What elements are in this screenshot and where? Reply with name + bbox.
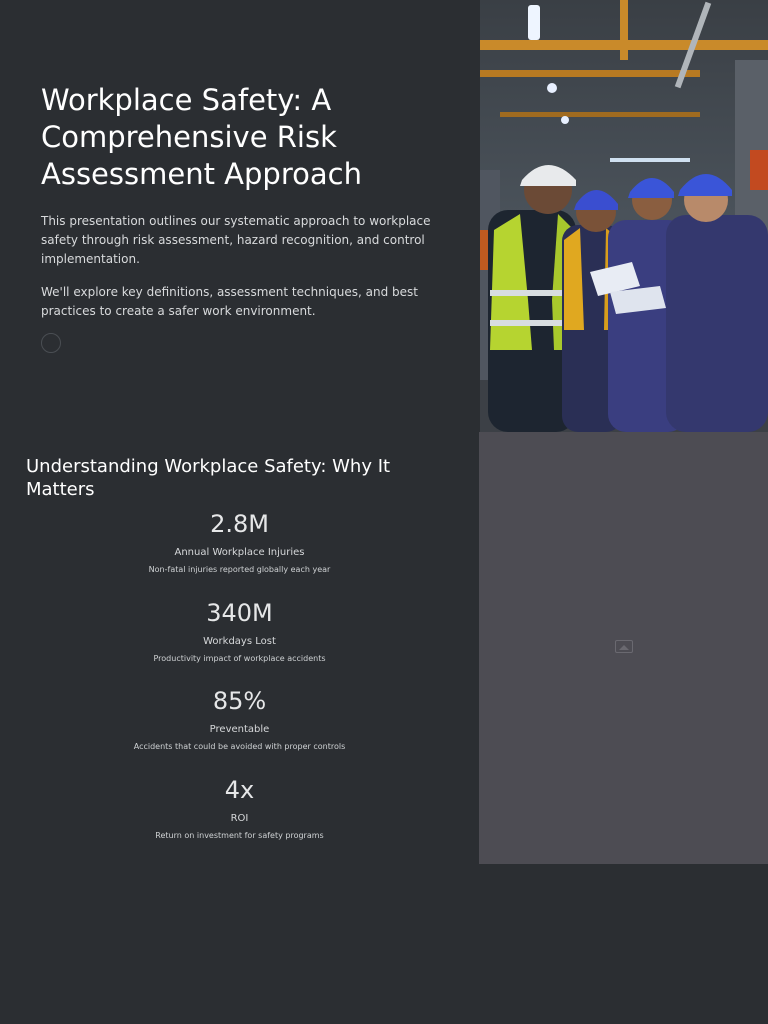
stat-description: Productivity impact of workplace accidents bbox=[153, 654, 326, 663]
stat-workdays-lost bbox=[0, 599, 479, 664]
stat-label: ROI bbox=[230, 813, 249, 824]
slide-1-title: Workplace Safety: A Comprehensive Risk Assessment Approach bbox=[41, 83, 362, 191]
stat-description: Non-fatal injuries reported globally each year bbox=[148, 565, 331, 574]
slide-1-text-panel bbox=[0, 0, 480, 432]
image-placeholder-icon bbox=[615, 640, 633, 653]
stat-label: Preventable bbox=[209, 724, 270, 735]
stat-label: Workdays Lost bbox=[203, 636, 276, 647]
stat-preventable bbox=[0, 687, 479, 752]
stat-description: Accidents that could be avoided with proper controls bbox=[133, 742, 346, 751]
stat-value: 340M bbox=[206, 599, 273, 627]
workers-photo bbox=[480, 0, 768, 432]
stat-roi bbox=[0, 776, 479, 841]
stat-annual-injuries bbox=[0, 510, 479, 575]
slide-2-stats-panel bbox=[0, 432, 479, 864]
stat-label: Annual Workplace Injuries bbox=[174, 547, 305, 558]
stat-value: 85% bbox=[212, 687, 267, 715]
stat-value: 2.8M bbox=[210, 510, 269, 538]
slide-2-title: Understanding Workplace Safety: Why It Matters bbox=[26, 456, 391, 500]
workers-photo-illustration bbox=[480, 0, 768, 432]
slide-1-intro-paragraph: This presentation outlines our systematic approach to workplace safety through risk assessment, hazard recognition, and control implementation. bbox=[41, 214, 431, 266]
image-placeholder bbox=[479, 432, 768, 864]
circle-indicator-icon bbox=[41, 333, 61, 353]
stat-value: 4x bbox=[224, 776, 255, 804]
slide-1-overview-paragraph: We'll explore key definitions, assessment techniques, and best practices to create a safer work environment. bbox=[41, 285, 418, 318]
stat-description: Return on investment for safety programs bbox=[155, 831, 324, 840]
